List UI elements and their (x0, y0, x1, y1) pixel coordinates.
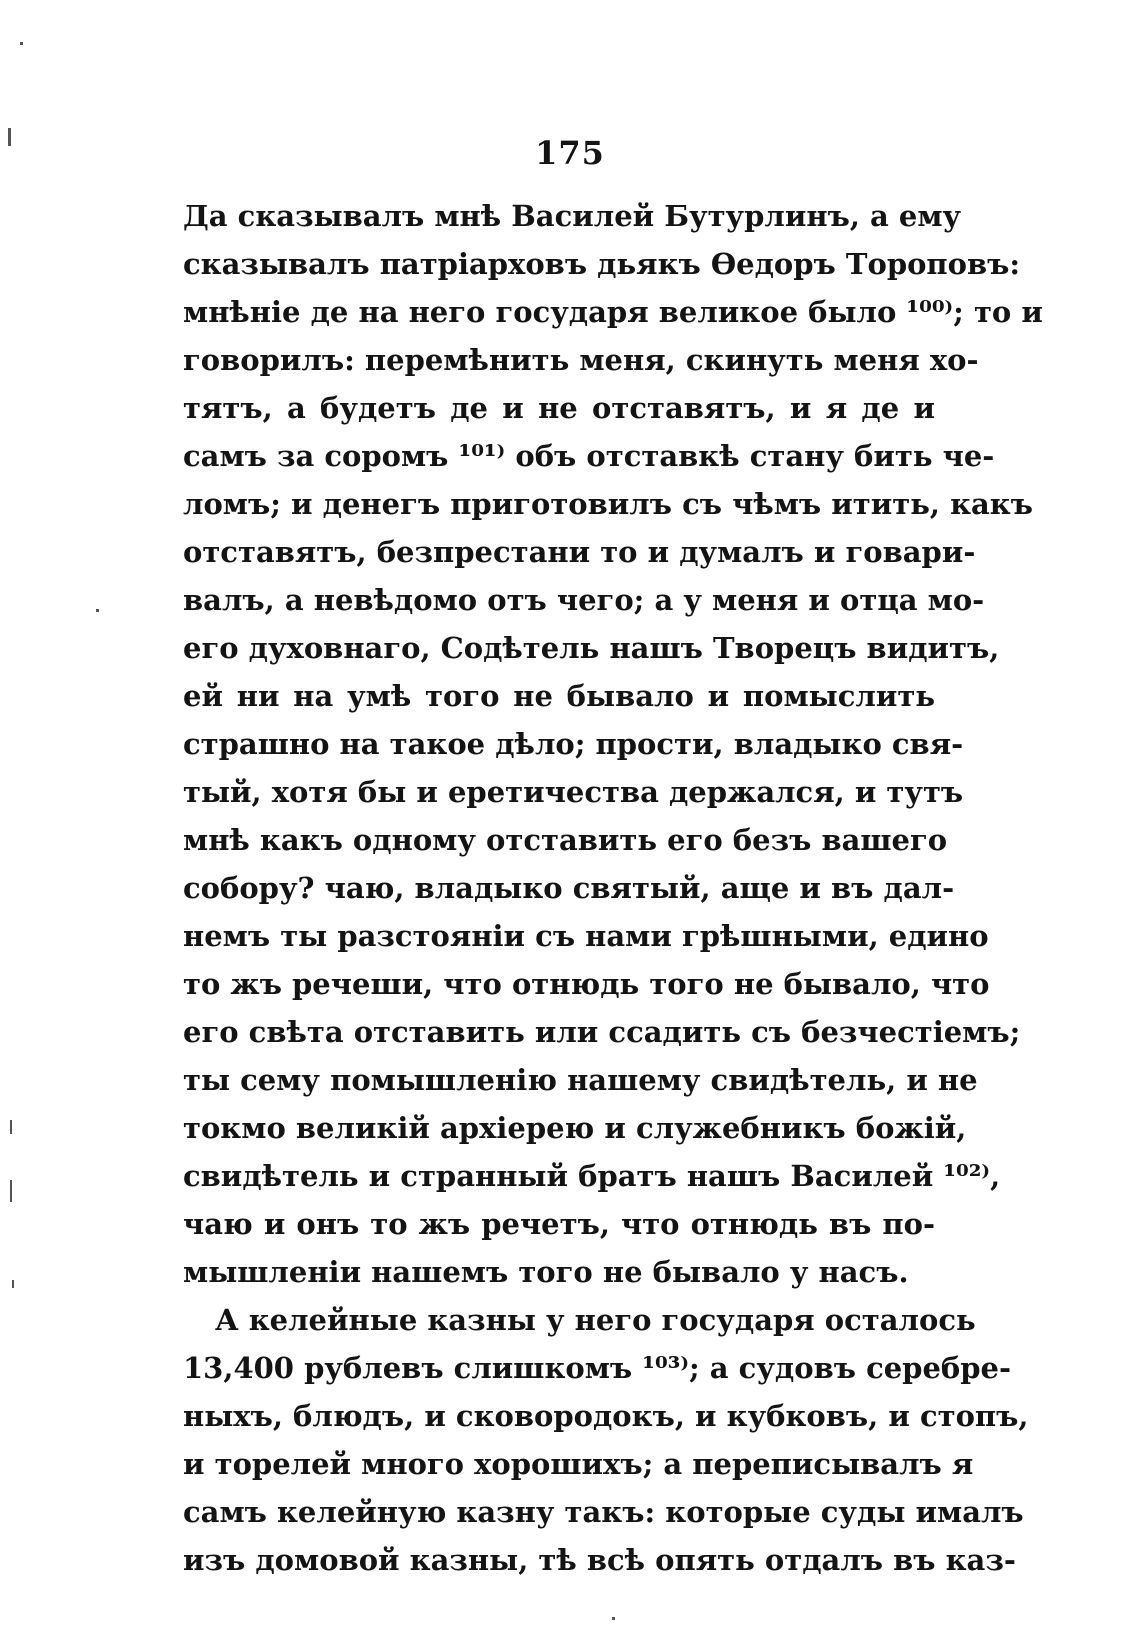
body-text (183, 192, 1043, 1584)
text-line: ты сему помышленію нашему свидѣтель, и не (183, 1063, 978, 1097)
scan-speck (10, 1180, 12, 1202)
text-line: изъ домовой казны, тѣ всѣ опять отдалъ въ каз- (183, 1543, 1016, 1577)
text-line: самъ келейную казну такъ: которые суды ималъ (183, 1495, 1024, 1529)
text-line: А келейные казны у него государя осталось (215, 1303, 976, 1337)
text-line: то жъ речеши, что отнюдь того не бывало, что (183, 967, 990, 1001)
text-line: отставятъ, безпрестани то и думалъ и говари- (183, 535, 976, 569)
text-line: валъ, а невѣдомо отъ чего; а у меня и отца мо- (183, 583, 985, 617)
paragraph-2 (183, 1296, 1029, 1584)
text-line: тятъ, а будетъ де и не отставятъ, и я де и (183, 391, 935, 425)
text-line: тый, хотя бы и еретичества держался, и тутъ (183, 775, 964, 809)
page-number: 175 (535, 134, 605, 172)
text-line: мнѣніе де на него государя великое было ¹⁰⁰⁾; то и (183, 295, 1043, 329)
text-line: немъ ты разстояніи съ нами грѣшными, едино (183, 919, 989, 953)
scan-speck (10, 1120, 12, 1134)
scan-speck (612, 1617, 615, 1620)
text-line: Да сказывалъ мнѣ Василей Бутурлинъ, а ему (183, 199, 962, 233)
text-line: говорилъ: перемѣнить меня, скинуть меня хо- (183, 343, 979, 377)
scan-speck (20, 42, 23, 45)
text-line: ей ни на умѣ того не бывало и помыслить (183, 679, 935, 713)
text-line: свидѣтель и странный братъ нашъ Василей ¹⁰²⁾, (183, 1159, 1001, 1193)
text-line: мышленіи нашемъ того не бывало у насъ. (183, 1255, 909, 1289)
text-line: ныхъ, блюдъ, и сковородокъ, и кубковъ, и стопъ, (183, 1399, 1029, 1433)
text-line: ломъ; и денегъ приготовилъ съ чѣмъ итить, какъ (183, 487, 1033, 521)
scan-speck (96, 609, 99, 612)
text-line: его духовнаго, Содѣтель нашъ Творецъ видитъ, (183, 631, 1000, 665)
scan-speck (12, 1280, 14, 1288)
text-line: сказывалъ патріарховъ дьякъ Ѳедоръ Тороповъ: (183, 247, 1021, 281)
text-line: 13,400 рублевъ слишкомъ ¹⁰³⁾; а судовъ серебре- (183, 1351, 1012, 1385)
text-line: чаю и онъ то жъ речетъ, что отнюдь въ по- (183, 1207, 935, 1241)
text-line: токмо великій архіерею и служебникъ божій, (183, 1111, 967, 1145)
scan-speck (8, 128, 11, 146)
text-line: и торелей много хорошихъ; а переписывалъ я (183, 1447, 974, 1481)
text-line: самъ за соромъ ¹⁰¹⁾ объ отставкѣ стану бить че- (183, 439, 995, 473)
text-line: собору? чаю, владыко святый, аще и въ дал- (183, 871, 955, 905)
text-line: его свѣта отставить или ссадить съ безчестіемъ; (183, 1015, 1021, 1049)
text-line: страшно на такое дѣло; прости, владыко свя- (183, 727, 964, 761)
paragraph-1 (183, 192, 1043, 1296)
text-line: мнѣ какъ одному отставить его безъ вашего (183, 823, 948, 857)
